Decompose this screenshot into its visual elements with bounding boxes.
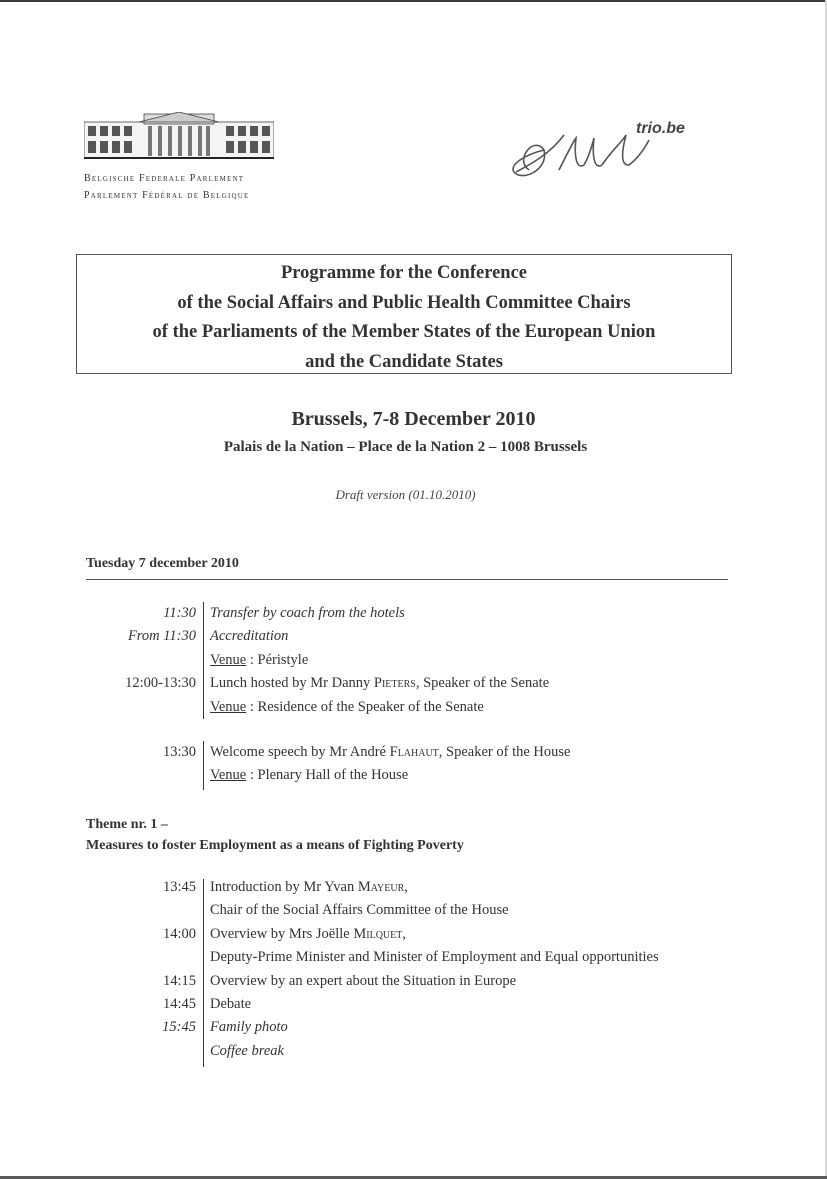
schedule-desc — [210, 876, 408, 899]
schedule-venue — [210, 649, 308, 672]
person-name: Flahaut — [389, 744, 439, 760]
schedule-time: 13:45 — [162, 879, 196, 895]
parliament-logo — [84, 112, 274, 204]
schedule-desc: Transfer by coach from the hotels — [210, 605, 405, 621]
event-date: Brussels, 7-8 December 2010 — [291, 408, 536, 430]
desc-text: Welcome speech by Mr André — [210, 744, 390, 760]
title-line: of the Parliaments of the Member States of the European Union — [152, 322, 656, 342]
schedule-desc: Debate — [210, 995, 252, 1012]
venue-label: Venue — [210, 651, 247, 668]
schedule-desc — [210, 672, 549, 695]
theme-number: Theme nr. 1 – — [86, 817, 168, 832]
desc-text: , — [402, 925, 406, 942]
event-venue: Palais de la Nation – Place de la Nation 2 – 1008 Brussels — [223, 439, 588, 455]
desc-text: Lunch hosted by Mr Danny — [210, 675, 374, 692]
desc-text: , — [404, 879, 408, 895]
schedule-desc: Chair of the Social Affairs Committee of the House — [210, 902, 509, 919]
schedule-divider — [203, 879, 204, 1067]
title-line: of the Social Affairs and Public Health Committee Chairs — [177, 292, 631, 313]
day-divider — [86, 579, 728, 580]
person-name: Mayeur — [357, 879, 405, 895]
venue-text: : Péristyle — [246, 651, 309, 668]
venue-text: : Residence of the Speaker of the Senate — [246, 698, 484, 715]
venue-text: : Plenary Hall of the House — [246, 767, 409, 784]
schedule-time: 12:00-13:30 — [125, 675, 196, 692]
title-line: Programme for the Conference — [280, 263, 528, 283]
theme-heading — [86, 814, 464, 856]
eu-trio-label: trio.be — [636, 120, 685, 137]
schedule-time: 13:30 — [162, 744, 196, 760]
schedule-desc: Deputy-Prime Minister and Minister of Employment and Equal opportunities — [210, 949, 659, 966]
page-edge-top — [0, 0, 827, 2]
schedule-time: 11:30 — [163, 605, 196, 621]
person-name: Milquet — [353, 925, 403, 942]
desc-text: , Speaker of the Senate — [415, 675, 550, 692]
schedule-desc — [210, 741, 570, 764]
theme-title: Measures to foster Employment as a means of Fighting Poverty — [86, 838, 464, 853]
desc-text: , Speaker of the House — [438, 744, 571, 760]
parliament-building-icon — [84, 112, 274, 162]
schedule-time: 14:00 — [162, 925, 196, 942]
venue-label: Venue — [210, 767, 247, 784]
parliament-name-fr: Parlement Fédéral de Belgique — [84, 190, 250, 201]
schedule-time: From 11:30 — [127, 628, 196, 645]
parliament-name-nl: Belgische Federale Parlement — [84, 173, 245, 184]
title-box — [76, 254, 732, 374]
schedule-desc — [210, 923, 406, 946]
schedule-venue — [210, 764, 408, 787]
schedule-divider — [203, 741, 204, 790]
venue-label: Venue — [210, 698, 247, 715]
person-name: Pieters — [373, 675, 416, 692]
schedule-time: 15:45 — [162, 1019, 196, 1036]
schedule-divider — [203, 602, 204, 719]
desc-text: Overview by Mrs Joëlle — [210, 925, 354, 942]
schedule-desc: Overview by an expert about the Situation in Europe — [210, 972, 517, 989]
schedule-desc: Family photo — [210, 1019, 288, 1036]
desc-text: Introduction by Mr Yvan — [210, 879, 358, 895]
schedule-desc: Coffee break — [210, 1042, 284, 1059]
title-line: and the Candidate States — [305, 351, 503, 372]
schedule-venue — [210, 696, 484, 719]
day-heading: Tuesday 7 december 2010 — [86, 556, 239, 571]
schedule-time: 14:15 — [162, 972, 196, 989]
draft-version: Draft version (01.10.2010) — [335, 487, 476, 502]
schedule-time: 14:45 — [162, 995, 196, 1012]
schedule-desc: Accreditation — [210, 628, 289, 645]
